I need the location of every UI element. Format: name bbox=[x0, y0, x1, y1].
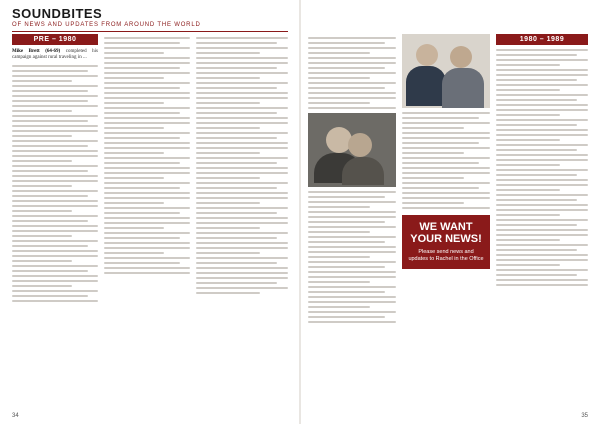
news-box-headline: WE WANT YOUR NEWS! bbox=[410, 221, 482, 245]
masthead-subtitle: OF NEWS AND UPDATES FROM AROUND THE WORLD bbox=[12, 22, 201, 28]
article-1 bbox=[12, 49, 98, 61]
news-submission-box bbox=[402, 215, 490, 269]
article-placeholder bbox=[196, 37, 288, 294]
right-page bbox=[300, 0, 600, 424]
right-column-2 bbox=[402, 34, 490, 269]
article-placeholder bbox=[308, 37, 396, 109]
article-placeholder bbox=[402, 112, 490, 209]
photo-couple bbox=[308, 113, 396, 187]
photo-pair bbox=[402, 34, 490, 108]
masthead bbox=[12, 6, 288, 32]
news-box-body: Please send news and updates to Rachel in the Office bbox=[408, 249, 484, 262]
section-head-pre-1980: PRE – 1980 bbox=[12, 34, 98, 45]
article-1-lead: Mike Brett (64-69) bbox=[12, 49, 61, 54]
left-column-1 bbox=[12, 34, 98, 305]
article-placeholder bbox=[308, 191, 396, 323]
left-column-2 bbox=[104, 34, 190, 277]
section-head-1980-1989: 1980 – 1989 bbox=[496, 34, 588, 45]
left-column-3 bbox=[196, 34, 288, 297]
article-1-text: completed his campaign against rural traveling in ... bbox=[12, 49, 98, 61]
masthead-rule bbox=[12, 31, 288, 32]
right-column-1 bbox=[308, 34, 396, 326]
article-placeholder bbox=[104, 37, 190, 274]
masthead-title: SOUNDBITES bbox=[12, 6, 103, 21]
page-number-right: 35 bbox=[581, 413, 588, 419]
right-column-3 bbox=[496, 34, 588, 289]
article-placeholder bbox=[12, 65, 98, 302]
page-number-left: 34 bbox=[12, 413, 19, 419]
article-placeholder bbox=[496, 49, 588, 286]
